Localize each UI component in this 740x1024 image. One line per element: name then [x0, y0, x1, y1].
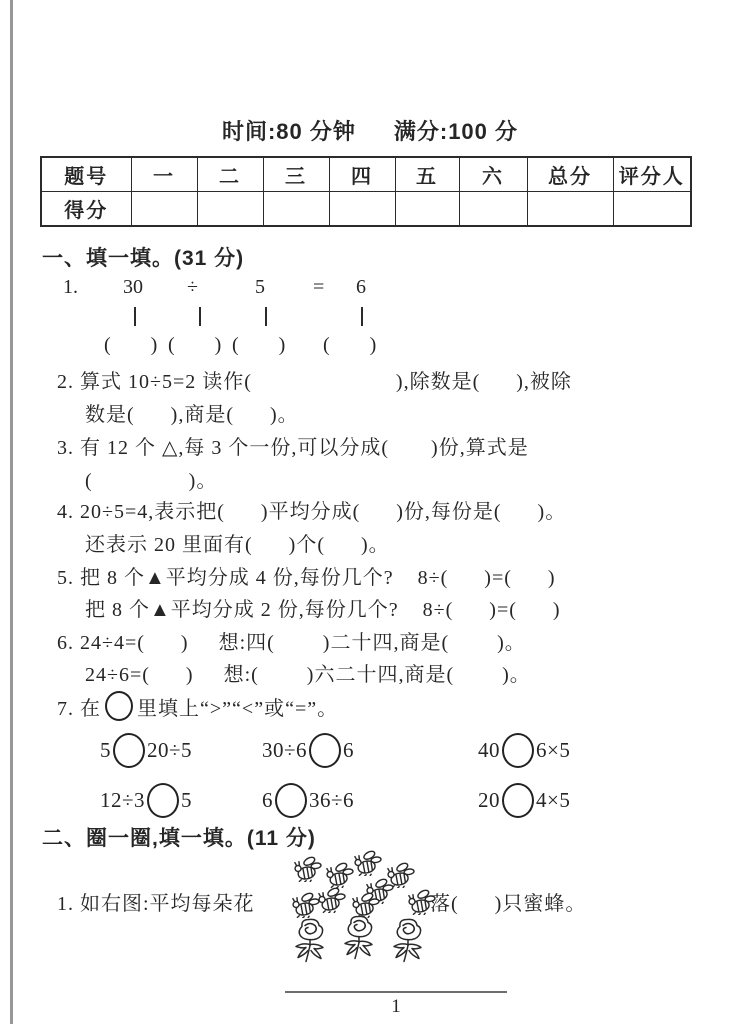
q1-connector-bar	[199, 307, 201, 326]
q1-connector-bar	[134, 307, 136, 326]
score-table	[40, 156, 692, 227]
comparison-item	[100, 783, 192, 818]
time-limit-label: 时间:80 分钟	[221, 119, 356, 144]
bee-icon	[352, 849, 383, 876]
comparison-left: 6	[262, 788, 273, 812]
question4-line1: 4. 20÷5=4,表示把( )平均分成( )份,每份是( )。	[57, 501, 567, 523]
comparison-circle-icon	[275, 783, 307, 818]
comparison-left: 20	[478, 788, 500, 812]
section2-q1-suffix: 落( )只蜜蜂。	[430, 893, 587, 915]
rose-flower-icon	[290, 916, 330, 963]
question1-diagram	[55, 276, 425, 368]
comparison-circle-icon	[502, 783, 534, 818]
score-cell	[459, 192, 527, 227]
bee-icon	[406, 888, 437, 915]
score-cell	[613, 192, 691, 227]
section2-q1-prefix: 1. 如右图:平均每朵花	[57, 893, 255, 915]
comparison-item	[478, 733, 570, 768]
score-cell	[197, 192, 263, 227]
comparison-item	[100, 733, 192, 768]
header-cell-question-no: 题号	[41, 157, 131, 192]
comparison-item	[262, 783, 354, 818]
comparison-right: 6×5	[536, 738, 571, 762]
score-cell	[263, 192, 329, 227]
comparison-left: 5	[100, 738, 111, 762]
comparison-right: 20÷5	[147, 738, 193, 762]
comparison-left: 12÷3	[100, 788, 146, 812]
header-cell-2: 二	[197, 157, 263, 192]
question5-line1: 5. 把 8 个▲平均分成 4 份,每份几个? 8÷( )=( )	[57, 567, 556, 589]
score-cell	[131, 192, 197, 227]
bee-icon	[292, 855, 323, 882]
header-cell-grader: 评分人	[613, 157, 691, 192]
comparison-circle-icon	[309, 733, 341, 768]
score-table-score-row	[41, 192, 691, 227]
bee-icon	[316, 886, 347, 913]
q1-answer-blank: ( )	[168, 334, 222, 356]
paper-header	[0, 115, 740, 146]
q1-connector-bar	[361, 307, 363, 326]
section2-title: 二、圈一圈,填一填。(11 分)	[42, 827, 316, 850]
question4-line2: 还表示 20 里面有( )个( )。	[85, 534, 390, 556]
q1-number: 1.	[63, 276, 78, 298]
score-cell	[395, 192, 459, 227]
header-cell-total: 总分	[527, 157, 613, 192]
score-cell	[527, 192, 613, 227]
question2-line2: 数是( ),商是( )。	[85, 404, 299, 426]
comparison-circle-icon	[502, 733, 534, 768]
header-cell-4: 四	[329, 157, 395, 192]
comparison-left: 30÷6	[262, 738, 308, 762]
q1-connector-bar	[265, 307, 267, 326]
q1-answer-blank: ( )	[323, 334, 377, 356]
comparison-left: 40	[478, 738, 500, 762]
score-row-label: 得分	[41, 192, 131, 227]
rose-flower-icon	[388, 916, 428, 963]
footer-divider	[285, 991, 507, 993]
q1-divide-sign: ÷	[187, 276, 198, 298]
comparison-circle-icon	[147, 783, 179, 818]
header-cell-1: 一	[131, 157, 197, 192]
bee-icon	[324, 861, 355, 888]
comparison-right: 36÷6	[309, 788, 355, 812]
page-number: 1	[391, 996, 401, 1017]
q1-answer-blank: ( )	[232, 334, 286, 356]
q1-quotient: 6	[356, 276, 366, 298]
question6-line1: 6. 24÷4=( ) 想:四( )二十四,商是( )。	[57, 632, 526, 654]
score-table-header-row	[41, 157, 691, 192]
comparison-right: 5	[181, 788, 193, 812]
q1-divisor: 5	[255, 276, 265, 298]
question7-line	[57, 691, 338, 721]
fill-circle-icon	[105, 691, 133, 721]
question3-line2: ( )。	[85, 470, 218, 492]
question5-line2: 把 8 个▲平均分成 2 份,每份几个? 8÷( )=( )	[85, 599, 561, 621]
full-score-label: 满分:100 分	[393, 119, 519, 144]
question3-line1: 3. 有 12 个 △,每 3 个一份,可以分成( )份,算式是	[57, 437, 529, 459]
q1-equals-sign: =	[313, 276, 325, 298]
q1-dividend: 30	[123, 276, 143, 298]
page-left-rule	[10, 0, 13, 1024]
question2-line1: 2. 算式 10÷5=2 读作( ),除数是( ),被除	[57, 371, 572, 393]
rose-flower-icon	[339, 913, 379, 960]
q7-suffix: 里填上“>”“<”或“=”。	[137, 697, 339, 720]
header-cell-5: 五	[395, 157, 459, 192]
comparison-circle-icon	[113, 733, 145, 768]
header-cell-3: 三	[263, 157, 329, 192]
section1-title: 一、填一填。(31 分)	[42, 247, 245, 270]
comparison-item	[478, 783, 570, 818]
comparison-right: 6	[343, 738, 355, 762]
header-cell-6: 六	[459, 157, 527, 192]
q7-prefix: 7. 在	[57, 697, 101, 720]
comparison-right: 4×5	[536, 788, 571, 812]
bees-and-flowers-illustration	[280, 845, 470, 975]
score-cell	[329, 192, 395, 227]
q1-answer-blank: ( )	[104, 334, 158, 356]
comparison-item	[262, 733, 354, 768]
question6-line2: 24÷6=( ) 想:( )六二十四,商是( )。	[85, 664, 531, 686]
